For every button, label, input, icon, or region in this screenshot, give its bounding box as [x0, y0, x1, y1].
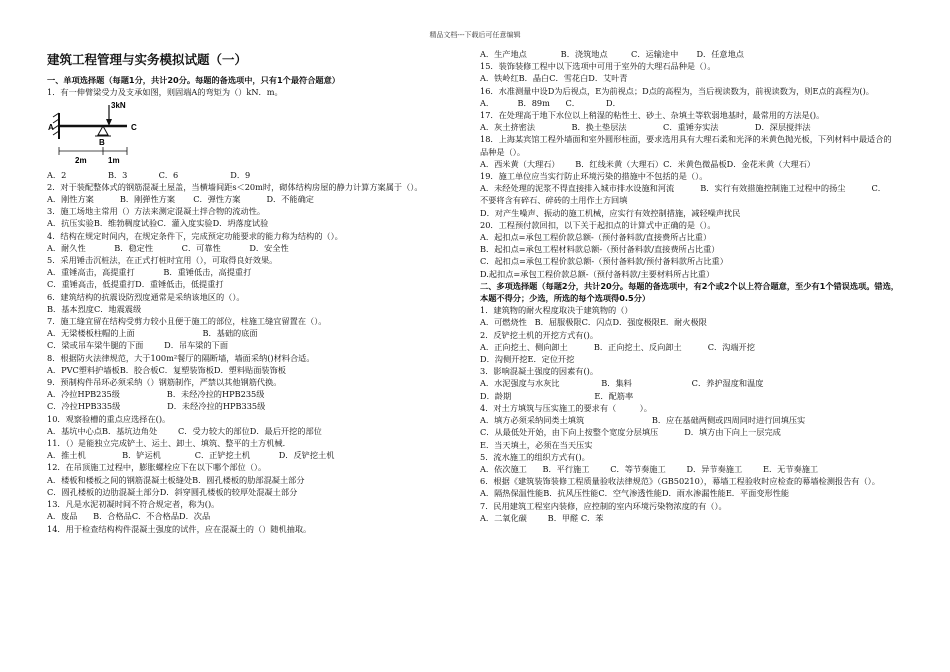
- question-line: 2．反铲挖土机的开挖方式有()。: [480, 329, 599, 340]
- question-line: 11．（）是能独立完成铲土、运土、卸土、填筑、整平的土方机械．: [47, 438, 291, 449]
- question-line: 6．根据《建筑装饰装修工程质量验收法律规范》（GB50210），幕墙工程验收时应检查的幕墙检测报告有（）。: [480, 476, 880, 487]
- exam-title: 建筑工程管理与实务模拟试题（一）: [47, 52, 248, 67]
- question-line: 1．建筑物的耐火程度取决于建筑物的（）: [480, 305, 633, 316]
- question-line: 20．工程预付款回扣，以下关于起扣点的计算式中正确的是（）。: [480, 219, 716, 230]
- question-line: 7．施工缝宜留在结构受剪力较小且便于施工的部位，柱施工缝宜留置在（）。: [47, 316, 327, 327]
- question-line: 3．施工场地主常用（）方法来测定混凝土拌合物的流动性。: [47, 206, 266, 217]
- question-line: A．隔热保温性能B．抗风压性能C．空气渗透性能D．雨水渗漏性能E．平面变形性能: [480, 488, 790, 499]
- question-line: 15．装饰装修工程中以下选项中可用于室外的大理石品种是（）。: [480, 61, 716, 72]
- diagram-dim-2m: 2m: [75, 155, 87, 165]
- question-line: 13．凡是水泥初凝时间不符合规定者，称为()。: [47, 499, 220, 510]
- question-line: A．水泥强度与水灰比 B．集料 C．养护湿度和温度: [480, 378, 764, 389]
- left-question-list: [47, 86, 472, 534]
- question-line: 3．影响混凝土强度的因素有()。: [480, 366, 599, 377]
- question-line: D.起扣点=承包工程价款总额-（预付备料款/主要材料所占比重）: [480, 268, 715, 279]
- question-line: A．填方必须采纳同类土填筑 B．应在基础两侧或四周同时进行回填压实: [480, 415, 806, 426]
- question-line: A．楼板和楼板之间的钢筋混凝土板缝处B．圆孔楼板的肋部混凝土部分: [47, 474, 305, 485]
- page-header-note: 精品文档---下载后可任意编辑: [429, 31, 521, 39]
- question-line: A．正向挖土、侧向卸土 B．正向挖土、反向卸土 C．沟端开挖: [480, 341, 755, 352]
- question-line: D．沟侧开挖E．定位开挖: [480, 354, 575, 365]
- question-line: 10．观察验槽的重点应选择在()。: [47, 413, 171, 424]
- left-column: [47, 48, 472, 535]
- diagram-label-a: A: [48, 122, 54, 132]
- section-single-choice-heading: 一、单项选择题（每题1分，共计20分。每题的备选项中，只有1个最符合题意）: [47, 75, 340, 86]
- section-multiple-choice-heading: 二、多项选择题（每题2分，共计20分。每题的备选项中，有2个或2个以上符合题意，至少有1个错误选项。错选，本题不得分；少选，所选的每个选项得0.5分）: [480, 280, 899, 304]
- question-line: B．起扣点=承包工程材料款总额-（预付备料款/直接费所占比重）: [480, 244, 720, 255]
- question-line: A．抗压实验B．维勃稠度试验C．灌入度实验D．坍落度试验: [47, 218, 269, 229]
- question-line: A．未经处理的泥浆不得直接排入城市排水设施和河流 B．实行有效措施控制施工过程中的扬尘 C．: [480, 183, 886, 194]
- question-line: 5．采用锤击沉桩法，在正式打桩时宜用（），可取得良好效果。: [47, 255, 278, 266]
- question-line: C．冷拉HPB335级 D．未经冷拉的HPB335级: [47, 401, 266, 412]
- diagram-dim-1m: 1m: [108, 155, 120, 165]
- question-line: 品种是（）。: [480, 146, 526, 157]
- question-line: C．从最低处开始，由下向上按整个宽度分层填压 D．填方由下向上一层完成: [480, 427, 781, 438]
- question-line: B．基本烈度C．地震震级: [47, 303, 142, 314]
- question-line: E．当天填土，必须在当天压实: [480, 439, 593, 450]
- question-line: 1．有一伸臂梁受力及支承如图，则固端A的弯矩为（）kN．m。: [47, 87, 283, 98]
- question-line: A．耐久性 B．稳定性 C．可靠性 D．安全性: [47, 242, 289, 253]
- question-line: C．起扣点=承包工程价款总额-（预付备料款/预付备料款所占比重）: [480, 256, 728, 267]
- question-line: A．二氧化碳 B．甲醛 C．苯: [480, 512, 604, 523]
- question-line: A．起扣点=承包工程价款总额-（预付备料款/直接费所占比重）: [480, 232, 712, 243]
- question-line: A．西米黄（大理石） B．红线米黄（大理石）C．米黄色微晶板D．金花米黄（大理石）: [480, 158, 816, 169]
- question-line: 19．施工单位应当实行防止环境污染的措施中不包括的是（）。: [480, 171, 708, 182]
- diagram-force-label: 3kN: [111, 100, 126, 110]
- question-line: 18．上海某宾馆工程外墙面和室外圆形柱面，要求选用具有大理石柔和光泽的米黄色抛光板，下列材料中最适合的: [480, 134, 892, 145]
- question-line: A．2 B．3 C．6 D．9: [47, 169, 251, 180]
- question-line: A．依次施工 B．平行施工 C．等节奏施工 D．异节奏施工 E．无节奏施工: [480, 463, 819, 474]
- question-line: A．冷拉HPB235级 B．未经冷拉的HPB235级: [47, 389, 265, 400]
- question-line: 16．水准测量中设D为后视点，E为前视点；D点的高程为，当后视读数为，前视读数为，则E点的高程为()。: [480, 85, 874, 96]
- question-line: A．刚性方案 B．刚弹性方案 C．弹性方案 D．不能确定: [47, 194, 314, 205]
- beam-diagram: [47, 99, 472, 169]
- question-line: 不要将含有碎石、碎砖的土用作土方回填: [480, 195, 628, 206]
- question-line: A．可燃烧性 B．屈服极限C．闪点D．强度极限E．耐火极限: [480, 317, 707, 328]
- question-line: 2．对于装配整体式的钢筋混凝土屋盖，当横墙间距s＜20m时，砌体结构房屋的静力计算方案属于（）。: [47, 181, 423, 192]
- question-line: D．对产生噪声、振动的施工机械，应实行有效控制措施，减轻噪声扰民: [480, 207, 741, 218]
- question-line: A．基坑中心点B．基坑边角处 C．受力较大的部位D．最后开挖的部位: [47, 425, 322, 436]
- question-line: A．PVC塑料护墙板B．胶合板C．复塑装饰板D．塑料贴面装饰板: [47, 364, 286, 375]
- diagram-label-b: B: [99, 137, 105, 147]
- right-question-list: [480, 48, 905, 524]
- question-line: 12．在吊顶施工过程中，膨胀螺栓应下在以下哪个部位（）。: [47, 462, 267, 473]
- question-line: 5．流水施工的组织方式有()。: [480, 451, 590, 462]
- question-line: C．圆孔楼板的边肋混凝土部分D．斜穿圆孔楼板的较厚处混凝土部分: [47, 486, 298, 497]
- question-line: A．推土机 B．铲运机 C．正铲挖土机 D．反铲挖土机: [47, 450, 335, 461]
- question-line: 7．民用建筑工程室内装修，应控制的室内环境污染物浓度的有（）。: [480, 500, 727, 511]
- question-line: 4．对土方填筑与压实施工的要求有（ ）。: [480, 402, 652, 413]
- question-line: 14．用于检查结构构件混凝土强度的试件，应在混凝土的（）随机抽取。: [47, 523, 312, 534]
- question-line: A．无梁楼板柱帽的上面 B．基础的底面: [47, 328, 258, 339]
- question-line: 4．结构在规定时间内，在规定条件下，完成预定功能要求的能力称为结构的（）。: [47, 230, 343, 241]
- question-line: A．重锤高击，高提重打 B．重锤低击，高提重打: [47, 267, 252, 278]
- question-line: 9．预制构件吊环必须采纳（）钢筋制作，严禁以其他钢筋代换。: [47, 377, 282, 388]
- question-line: 6．建筑结构的抗震设防烈度通常是采纳该地区的（）。: [47, 291, 245, 302]
- right-column: [480, 48, 905, 524]
- question-line: A． B．89m C． D．: [480, 97, 621, 108]
- diagram-label-c: C: [131, 122, 137, 132]
- question-line: C．梁或吊车梁牛腿的下面 D．吊车梁的下面: [47, 340, 229, 351]
- question-line: D．龄期 E．配筋率: [480, 390, 634, 401]
- question-line: 17．在处理高于地下水位以上稍湿的粘性土、砂土、杂填土等软弱地基时，最常用的方法是()。: [480, 110, 825, 121]
- question-line: C．重锤高击，低提重打D．重锤低击，低提重打: [47, 279, 224, 290]
- question-line: A．灰土挤密法 B．换土垫层法 C．重锤夯实法 D．深层搅拌法: [480, 122, 811, 133]
- question-line: A．废品 B．合格品C．不合格品D．次品: [47, 511, 211, 522]
- question-line: 8．根据防火法律规范，大于100m²餐厅的隔断墙，墙面采纳()材料合适。: [47, 352, 315, 363]
- question-line: A．生产地点 B．浇筑地点 C．运输途中 D．任意地点: [480, 49, 744, 59]
- question-line: A．铁岭红B．晶白C．雪花白D．艾叶青: [480, 73, 628, 84]
